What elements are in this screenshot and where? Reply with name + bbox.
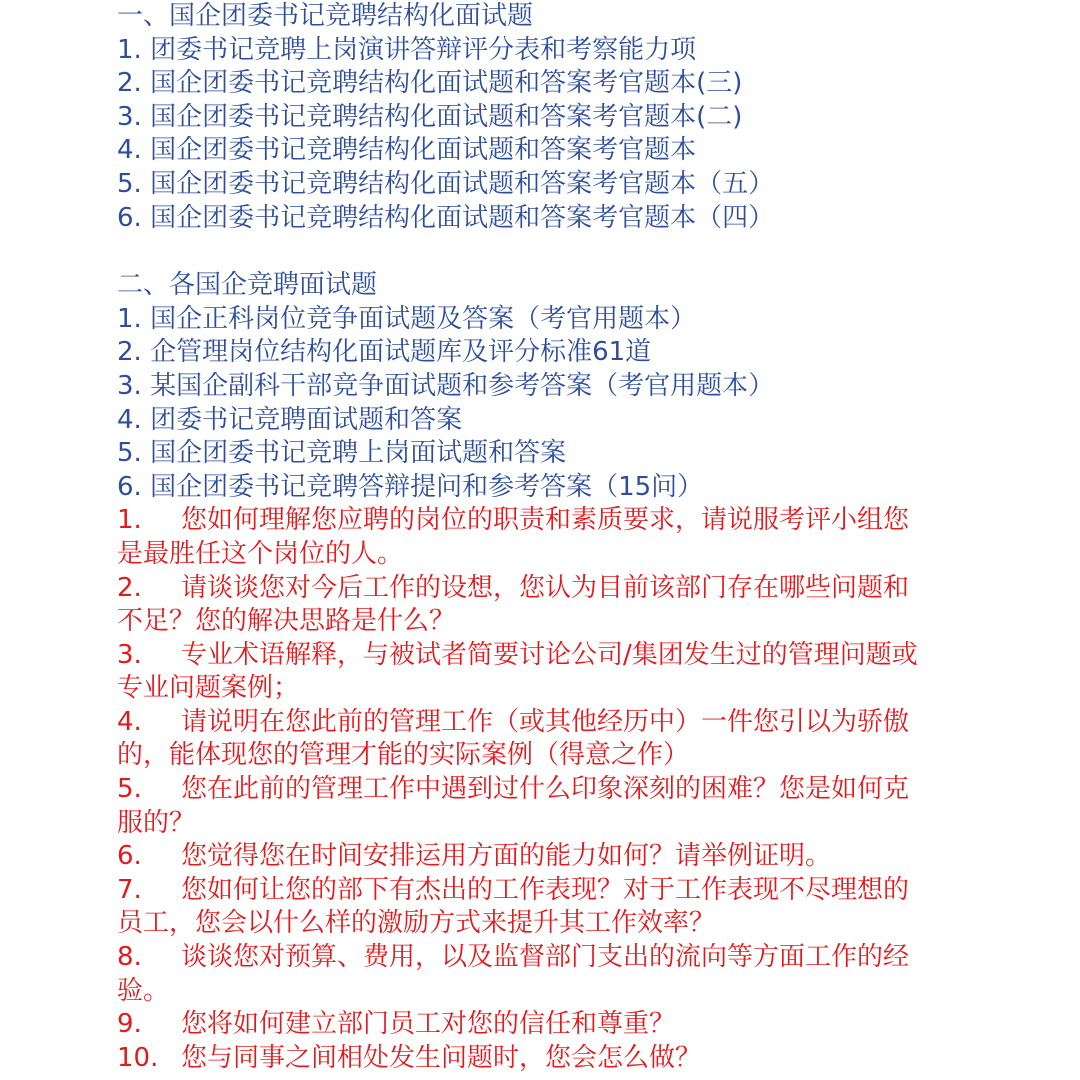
section-spacer (117, 235, 997, 269)
question-item (117, 504, 997, 571)
question-text: 请谈谈您对今后工作的设想，您认为目前该部门存在哪些问题和 (181, 572, 910, 603)
question-text: 您觉得您在时间安排运用方面的能力如何？请举例证明。 (181, 841, 832, 872)
question-text: 您将如何建立部门员工对您的信任和尊重？ (181, 1009, 676, 1040)
question-item (117, 1008, 997, 1042)
question-number: 8. (117, 942, 142, 973)
question-item (117, 1042, 997, 1076)
question-item (117, 773, 997, 840)
section-2-heading: 二、各国企竞聘面试题 (117, 270, 378, 301)
question-item (117, 840, 997, 874)
question-text: 请说明在您此前的管理工作（或其他经历中）一件您引以为骄傲 (181, 706, 910, 737)
question-item (117, 572, 997, 639)
question-text: 您在此前的管理工作中遇到过什么印象深刻的困难？您是如何克 (181, 774, 910, 805)
question-number: 7. (117, 874, 142, 905)
question-text: 您与同事之间相处发生问题时，您会怎么做？ (181, 1042, 702, 1073)
question-text-continued: 验。 (117, 975, 170, 1006)
question-text-continued: 服的？ (117, 807, 196, 838)
list-item: 2. 国企团委书记竞聘结构化面试题和答案考官题本(三) (117, 68, 743, 99)
list-item: 5. 国企团委书记竞聘结构化面试题和答案考官题本（五） (117, 168, 775, 199)
list-item: 6. 国企团委书记竞聘答辩提问和参考答案（15问） (117, 471, 704, 502)
question-text-continued: 的，能体现您的管理才能的实际案例（得意之作） (117, 740, 690, 771)
question-text-continued: 专业问题案例； (117, 673, 300, 704)
question-text: 您如何让您的部下有杰出的工作表现？对于工作表现不尽理想的 (181, 874, 910, 905)
question-text-continued: 不足？您的解决思路是什么？ (117, 606, 456, 637)
question-text-continued: 是最胜任这个岗位的人。 (117, 538, 404, 569)
question-item (117, 941, 997, 1008)
question-number: 10. (117, 1042, 159, 1073)
list-item: 4. 国企团委书记竞聘结构化面试题和答案考官题本 (117, 135, 697, 166)
list-item: 2. 企管理岗位结构化面试题库及评分标准61道 (117, 337, 652, 368)
list-item: 3. 国企团委书记竞聘结构化面试题和答案考官题本(二) (117, 101, 743, 132)
list-item: 3. 某国企副科干部竞争面试题和参考答案（考官用题本） (117, 370, 775, 401)
question-number: 6. (117, 841, 142, 872)
document (117, 0, 997, 1075)
question-number: 4. (117, 706, 142, 737)
question-text-continued: 员工，您会以什么样的激励方式来提升其工作效率？ (117, 908, 716, 939)
question-item (117, 706, 997, 773)
section-2-list (117, 303, 997, 505)
question-number: 1. (117, 505, 142, 536)
list-item: 6. 国企团委书记竞聘结构化面试题和答案考官题本（四） (117, 202, 775, 233)
question-text: 您如何理解您应聘的岗位的职责和素质要求，请说服考评小组您 (181, 505, 910, 536)
question-item (117, 874, 997, 941)
list-item: 1. 国企正科岗位竞争面试题及答案（考官用题本） (117, 303, 697, 334)
question-number: 3. (117, 639, 142, 670)
question-number: 2. (117, 572, 142, 603)
question-item (117, 639, 997, 706)
question-list (117, 504, 997, 1075)
question-number: 9. (117, 1009, 142, 1040)
list-item: 1. 团委书记竞聘上岗演讲答辩评分表和考察能力项 (117, 34, 697, 65)
list-item: 5. 国企团委书记竞聘上岗面试题和答案 (117, 438, 567, 469)
question-number: 5. (117, 774, 142, 805)
section-1-heading: 一、国企团委书记竞聘结构化面试题 (117, 1, 534, 31)
question-text: 专业术语解释，与被试者简要讨论公司/集团发生过的管理问题或 (181, 639, 918, 670)
list-item: 4. 团委书记竞聘面试题和答案 (117, 404, 463, 435)
question-text: 谈谈您对预算、费用，以及监督部门支出的流向等方面工作的经 (181, 942, 910, 973)
section-1-list (117, 34, 997, 236)
